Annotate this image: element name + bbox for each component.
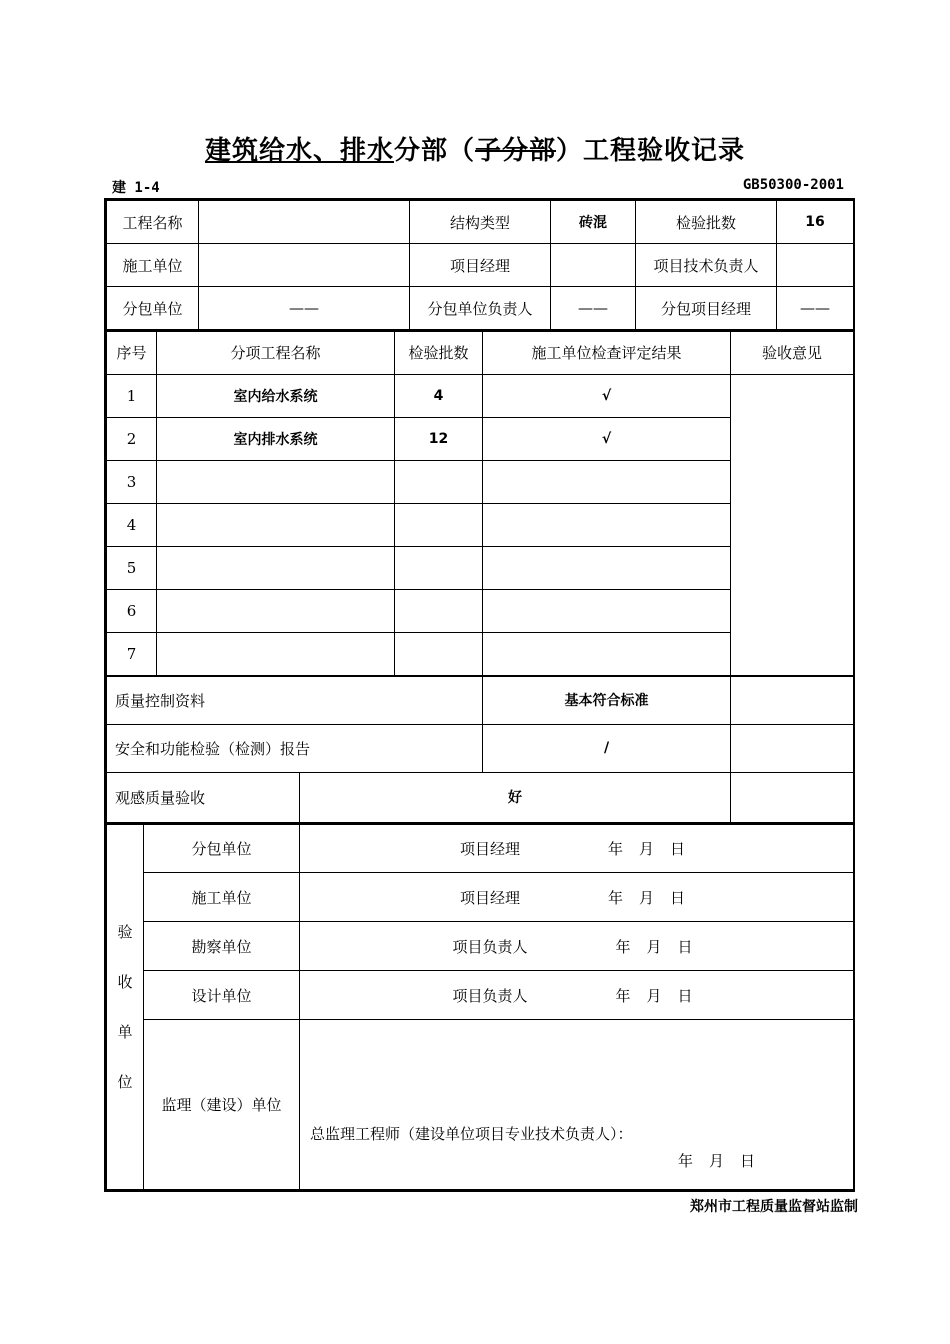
acceptance-unit: 设计单位 (144, 971, 300, 1020)
supervisor-unit-label: 监理（建设）单位 (144, 1020, 300, 1190)
item-no: 2 (107, 417, 157, 460)
safety-report-opinion[interactable] (731, 724, 854, 772)
item-count[interactable]: 12 (395, 417, 483, 460)
side-char: 位 (117, 1072, 133, 1091)
item-no: 5 (107, 546, 157, 589)
item-name[interactable] (157, 460, 395, 503)
item-result[interactable] (483, 460, 731, 503)
standard-code: GB50300-2001 (742, 177, 844, 193)
subcontractor-label: 分包单位 (107, 287, 199, 330)
quality-docs-label: 质量控制资料 (107, 676, 483, 724)
item-name[interactable]: 室内给水系统 (157, 374, 395, 417)
footer-issuer: 郑州市工程质量监督站监制 (690, 1199, 858, 1215)
side-char: 收 (117, 972, 133, 991)
items-no-header: 序号 (107, 331, 157, 374)
item-count[interactable]: 4 (395, 374, 483, 417)
acceptance-sign-cell[interactable] (300, 873, 854, 922)
quality-docs-opinion[interactable] (731, 676, 854, 724)
item-name[interactable]: 室内排水系统 (157, 417, 395, 460)
items-opinion-header: 验收意见 (731, 331, 854, 374)
item-no: 4 (107, 503, 157, 546)
item-count[interactable] (395, 589, 483, 632)
sub-pm-value[interactable]: —— (777, 287, 854, 330)
project-name-label: 工程名称 (107, 201, 199, 244)
sub-pm-label: 分包项目经理 (636, 287, 777, 330)
item-name[interactable] (157, 546, 395, 589)
acceptance-role: 项目经理 (459, 839, 520, 858)
items-table (106, 330, 854, 676)
appearance-label: 观感质量验收 (107, 772, 300, 822)
acceptance-unit: 分包单位 (144, 824, 300, 873)
item-count[interactable] (395, 460, 483, 503)
quality-docs-value[interactable]: 基本符合标准 (483, 676, 731, 724)
form-code: 建 1-4 (112, 180, 160, 196)
item-no: 6 (107, 589, 157, 632)
acceptance-role: 项目经理 (459, 888, 520, 907)
item-name[interactable] (157, 589, 395, 632)
structure-type-label: 结构类型 (410, 201, 551, 244)
pm-value[interactable] (551, 244, 636, 287)
acceptance-role: 项目负责人 (452, 937, 528, 956)
acceptance-role: 项目负责人 (452, 986, 528, 1005)
item-result[interactable] (483, 632, 731, 675)
structure-type-value[interactable]: 砖混 (551, 201, 636, 244)
items-result-header: 施工单位检查评定结果 (483, 331, 731, 374)
acceptance-sign-cell[interactable] (300, 922, 854, 971)
item-result[interactable] (483, 589, 731, 632)
tech-lead-value[interactable] (777, 244, 854, 287)
items-count-header: 检验批数 (395, 331, 483, 374)
title-struck: 子分部 (475, 136, 557, 166)
item-result[interactable] (483, 503, 731, 546)
acceptance-sign-cell[interactable] (300, 824, 854, 873)
supervisor-text: 总监理工程师（建设单位项目专业技术负责人）： (310, 1125, 633, 1143)
items-name-header: 分项工程名称 (157, 331, 395, 374)
acceptance-sign-cell[interactable] (300, 971, 854, 1020)
appearance-opinion[interactable] (731, 772, 854, 822)
item-name[interactable] (157, 632, 395, 675)
acceptance-side-label (107, 824, 144, 1190)
project-name-value[interactable] (199, 201, 410, 244)
pm-label: 项目经理 (410, 244, 551, 287)
title-end: ）工程验收记录 (556, 136, 746, 166)
item-result[interactable]: √ (483, 417, 731, 460)
supervisor-date: 年 月 日 (677, 1152, 755, 1170)
date-field: 年 月 日 (607, 839, 686, 858)
batch-count-value[interactable]: 16 (777, 201, 854, 244)
subcontractor-value[interactable]: —— (199, 287, 410, 330)
acceptance-unit: 勘察单位 (144, 922, 300, 971)
item-no: 7 (107, 632, 157, 675)
safety-report-value[interactable]: / (483, 724, 731, 772)
sub-lead-label: 分包单位负责人 (410, 287, 551, 330)
items-opinion-cell[interactable] (731, 374, 854, 675)
item-no: 1 (107, 374, 157, 417)
date-field: 年 月 日 (615, 986, 693, 1005)
contractor-value[interactable] (199, 244, 410, 287)
acceptance-unit: 施工单位 (144, 873, 300, 922)
contractor-label: 施工单位 (107, 244, 199, 287)
item-name[interactable] (157, 503, 395, 546)
item-result[interactable]: √ (483, 374, 731, 417)
side-char: 单 (117, 1022, 133, 1041)
acceptance-table (106, 823, 854, 1191)
side-char: 验 (117, 922, 133, 941)
record-table (104, 198, 855, 1192)
title-subject: 建筑给水、排水 (204, 136, 394, 166)
item-count[interactable] (395, 503, 483, 546)
item-count[interactable] (395, 546, 483, 589)
page-title (0, 130, 950, 167)
appearance-value[interactable]: 好 (300, 772, 731, 822)
supervisor-sign-cell[interactable] (300, 1020, 854, 1190)
item-count[interactable] (395, 632, 483, 675)
sub-lead-value[interactable]: —— (551, 287, 636, 330)
batch-count-label: 检验批数 (636, 201, 777, 244)
tech-lead-label: 项目技术负责人 (636, 244, 777, 287)
safety-report-label: 安全和功能检验（检测）报告 (107, 724, 483, 772)
date-field: 年 月 日 (607, 888, 686, 907)
item-no: 3 (107, 460, 157, 503)
title-mid: 分部（ (393, 136, 475, 166)
summary-table (106, 676, 854, 823)
header-table (106, 200, 854, 330)
date-field: 年 月 日 (615, 937, 693, 956)
item-result[interactable] (483, 546, 731, 589)
